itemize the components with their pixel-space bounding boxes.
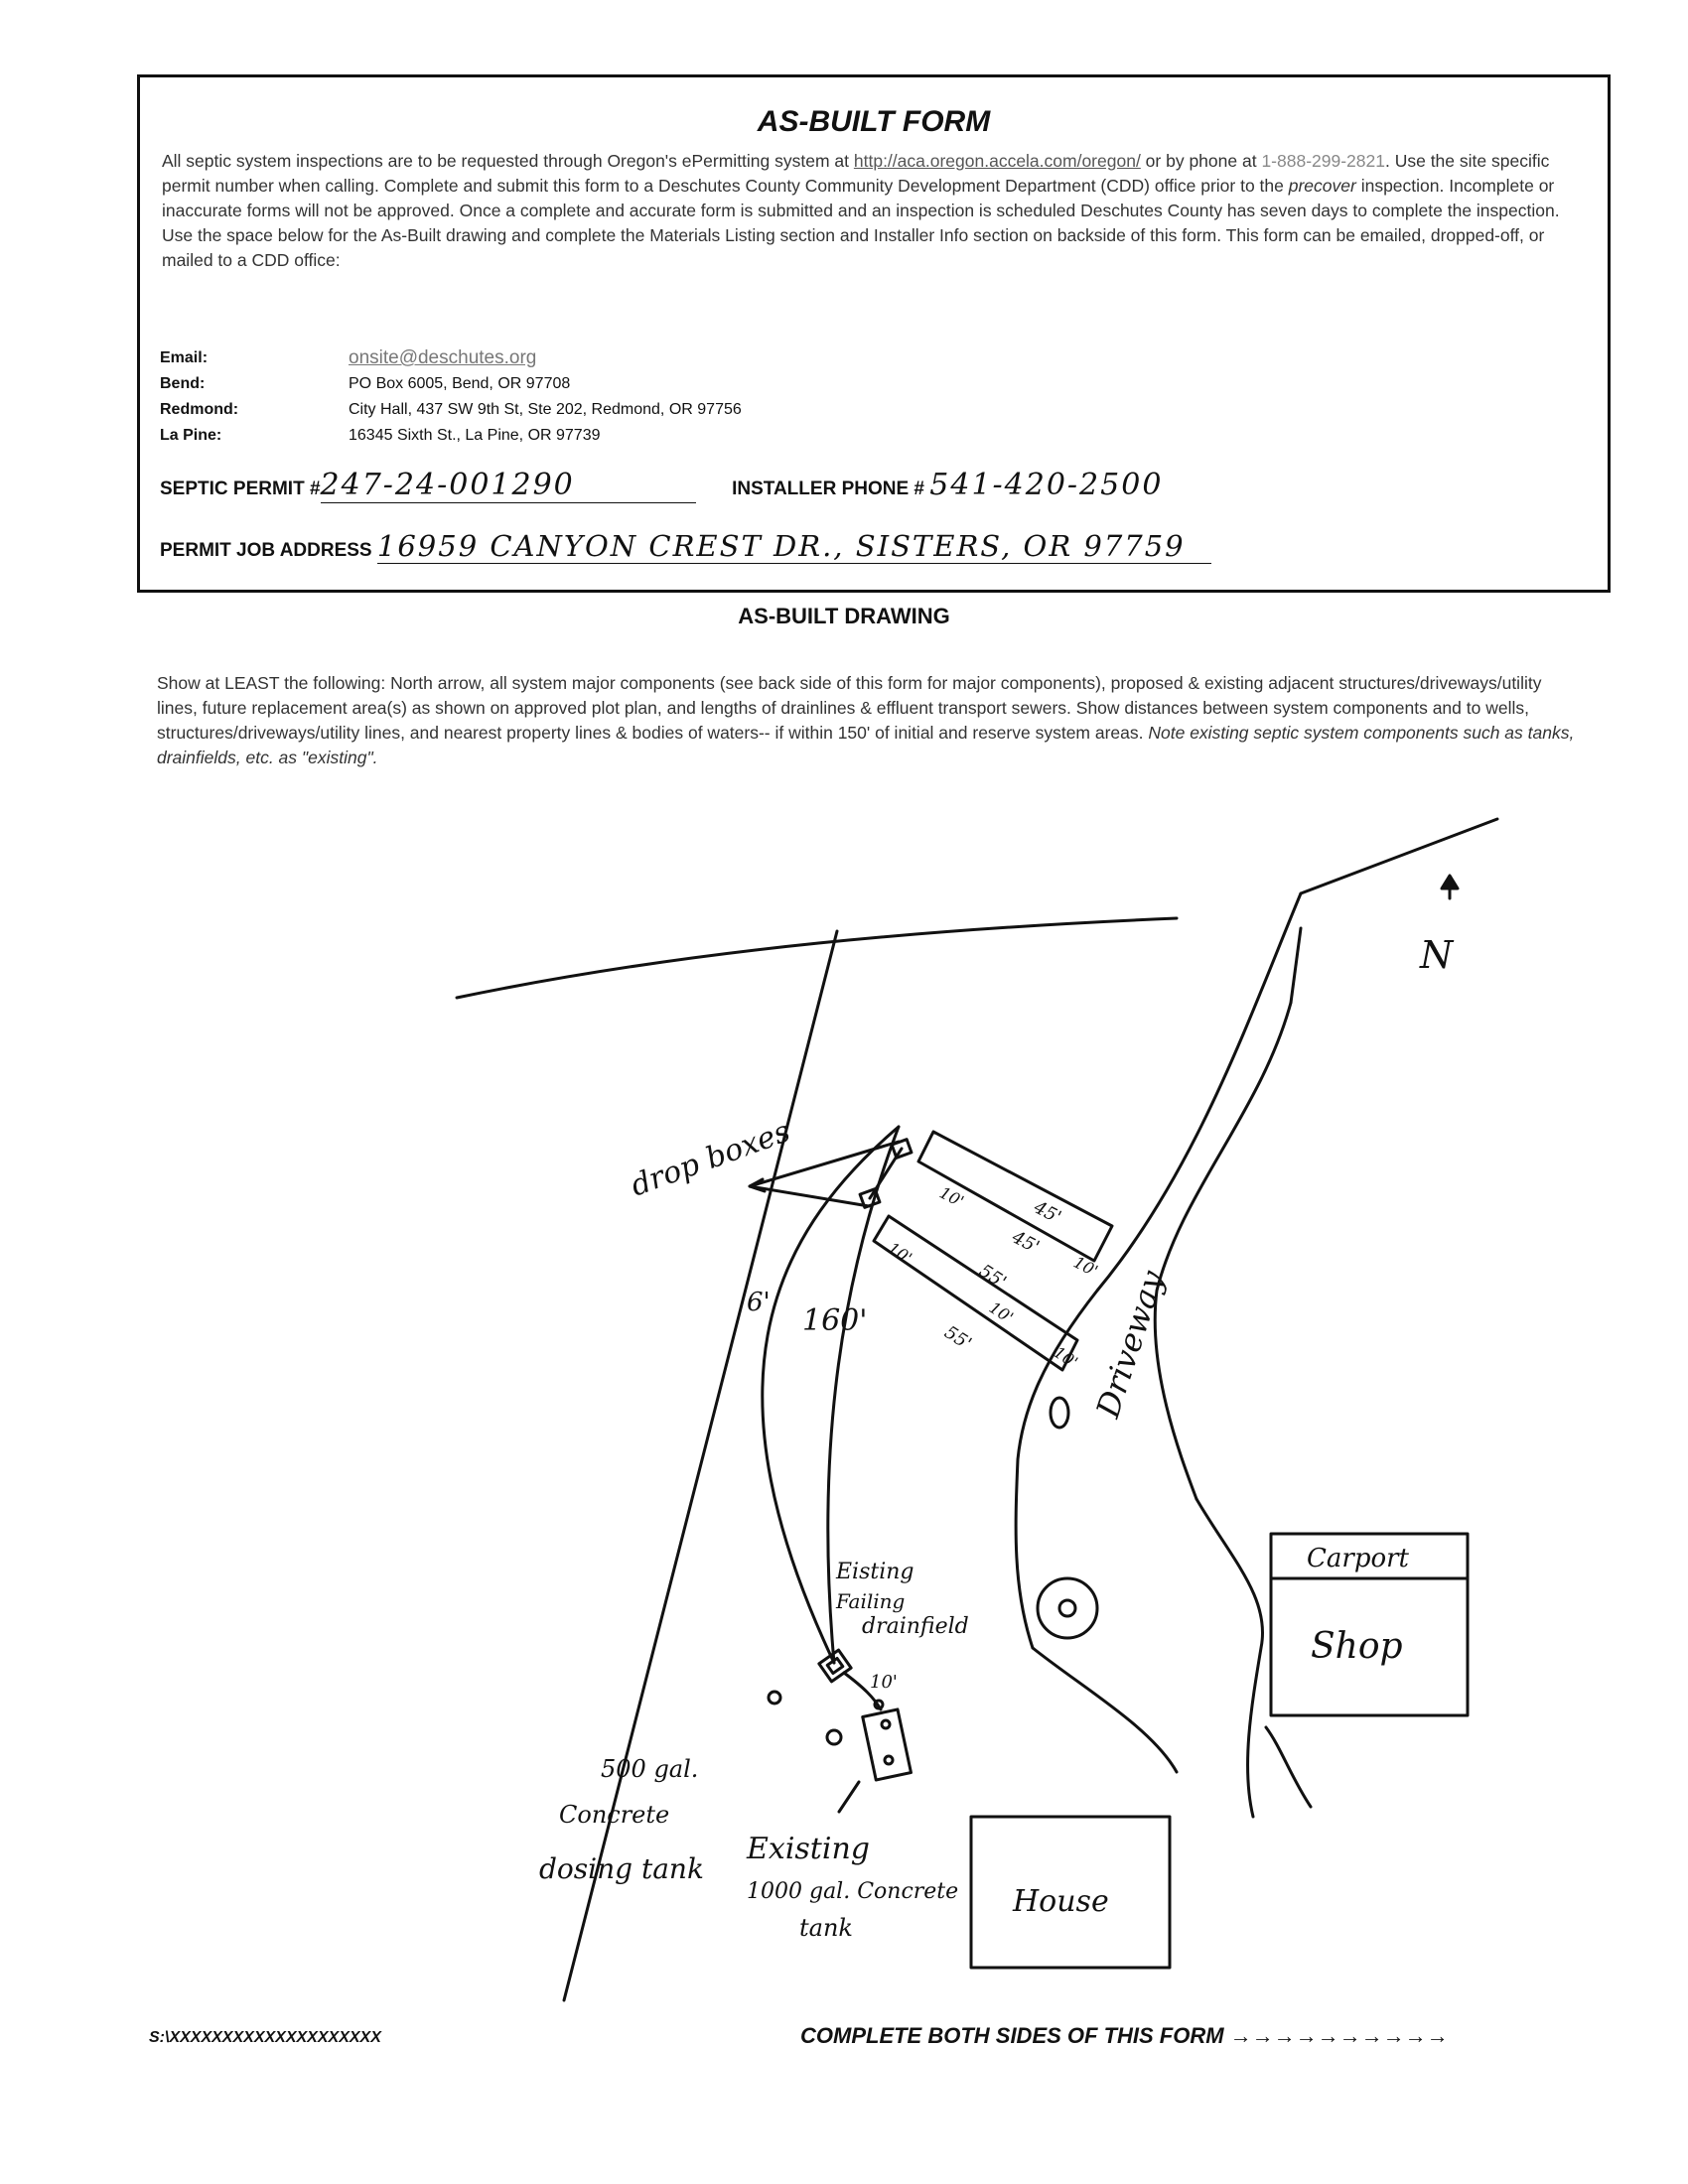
contact-list bbox=[160, 345, 742, 449]
existing-tank bbox=[863, 1709, 912, 1780]
trench-label-5: 10' bbox=[884, 1238, 915, 1268]
dosing-tank-inner bbox=[827, 1658, 843, 1673]
trench-label-4: 10' bbox=[1070, 1252, 1101, 1281]
property-line-north bbox=[457, 918, 1177, 998]
north-arrow-head bbox=[1442, 876, 1458, 888]
existing-tank-line-1: Existing bbox=[747, 1832, 870, 1866]
existing-tank-port-1 bbox=[882, 1720, 890, 1728]
shop-label: Shop bbox=[1311, 1626, 1403, 1667]
intro-precover: precover bbox=[1288, 176, 1356, 196]
lapine-address: 16345 Sixth St., La Pine, OR 97739 bbox=[349, 427, 601, 444]
job-address-row bbox=[160, 529, 1211, 564]
file-path: S:\XXXXXXXXXXXXXXXXXXXX bbox=[149, 2029, 381, 2046]
pointer-arrowhead bbox=[750, 1179, 765, 1191]
job-address-label: PERMIT JOB ADDRESS bbox=[160, 540, 372, 561]
intro-text-c: . Use the site specific permit number when calling. Complete and submit this form to a Deschutes County Community Development Department (CDD) office prior to the bbox=[162, 151, 1550, 196]
existing-tank-port-2 bbox=[885, 1756, 893, 1764]
road-edge-top bbox=[1301, 819, 1497, 893]
intro-text-a: All septic system inspections are to be requested through Oregon's ePermitting system at bbox=[162, 151, 854, 171]
driveway-connector bbox=[1291, 928, 1301, 1003]
existing-tank-pointer bbox=[839, 1782, 859, 1812]
existing-drainfield-line-1: Eisting bbox=[836, 1560, 914, 1584]
bend-label: Bend: bbox=[160, 375, 206, 392]
pipe-to-existing-tank bbox=[844, 1673, 881, 1709]
carport-label: Carport bbox=[1307, 1544, 1409, 1573]
distance-6-label: 6' bbox=[747, 1288, 771, 1317]
shop-building bbox=[1271, 1534, 1468, 1715]
epermitting-link[interactable]: http://aca.oregon.accela.com/oregon/ bbox=[853, 151, 1141, 171]
form-intro bbox=[162, 149, 1592, 273]
drop-box-connector bbox=[870, 1149, 902, 1198]
distance-160-label: 160' bbox=[802, 1303, 868, 1338]
effluent-line-east bbox=[828, 1127, 899, 1663]
installer-phone-label: INSTALLER PHONE # bbox=[732, 478, 924, 499]
trench-label-8: 55' bbox=[940, 1321, 976, 1355]
existing-tank-line-2: 1000 gal. Concrete bbox=[747, 1879, 959, 1904]
tree-marker-2-center bbox=[1059, 1600, 1075, 1616]
drive-lower-edge bbox=[1196, 1499, 1263, 1817]
north-label: N bbox=[1420, 933, 1454, 977]
driveway-east-edge bbox=[1155, 1003, 1291, 1499]
trench-label-2: 45' bbox=[1030, 1196, 1065, 1229]
email-link[interactable]: onsite@deschutes.org bbox=[349, 347, 537, 368]
house-label: House bbox=[1013, 1884, 1109, 1919]
permit-phone-row bbox=[160, 468, 1163, 503]
job-address-value: 16959 CANYON CREST DR., SISTERS, OR 97759 bbox=[376, 529, 1186, 563]
drive-to-house-edge bbox=[1033, 1648, 1177, 1772]
dosing-tank-line-1: 500 gal. bbox=[601, 1755, 699, 1783]
existing-tank-line-3: tank bbox=[799, 1914, 853, 1942]
email-label: Email: bbox=[160, 349, 209, 366]
intro-text-b: or by phone at bbox=[1140, 151, 1262, 171]
trench-label-3: 45' bbox=[1008, 1226, 1044, 1259]
existing-drainfield-line-3: drainfield bbox=[862, 1614, 969, 1639]
redmond-address: City Hall, 437 SW 9th St, Ste 202, Redmond, OR 97756 bbox=[349, 401, 742, 418]
tree-marker-1 bbox=[1051, 1398, 1068, 1428]
drive-right-edge bbox=[1266, 1727, 1311, 1807]
drawing-instructions bbox=[157, 671, 1587, 770]
property-line-west bbox=[564, 931, 837, 2000]
instructions-note: Note existing septic system components such as tanks, drainfields, etc. as "existing". bbox=[157, 723, 1575, 767]
drop-box-1 bbox=[892, 1140, 912, 1159]
trench-upper bbox=[918, 1132, 1112, 1261]
form-title: AS-BUILT FORM bbox=[757, 105, 991, 138]
trench-label-6: 55' bbox=[975, 1260, 1011, 1294]
drawing-section-title: AS-BUILT DRAWING bbox=[738, 604, 950, 628]
tree-marker-3 bbox=[769, 1692, 780, 1704]
installer-phone-value: 541-420-2500 bbox=[929, 468, 1164, 502]
trench-label-1: 10' bbox=[936, 1182, 967, 1211]
complete-both-sides: COMPLETE BOTH SIDES OF THIS FORM →→→→→→→→→→ bbox=[800, 2023, 1449, 2048]
trench-label-7: 10' bbox=[985, 1297, 1017, 1327]
septic-permit-value: 247-24-001290 bbox=[320, 468, 575, 502]
drop-boxes-pointer bbox=[750, 1142, 899, 1206]
instructions-text: Show at LEAST the following: North arrow, all system major components (see back side of this form for major components), proposed & existing adjacent structures/driveways/utility lines, future replacement area(s) as shown on approved plot plan, and lengths of drainlines & effluent transport sewers. Show distances between system components and to wells, structures/driveways/utility lines, and nearest property lines & bodies of waters-- if within 150' of initial and reserve system areas. bbox=[157, 673, 1542, 743]
pipe-node bbox=[875, 1701, 883, 1708]
dosing-tank bbox=[819, 1650, 851, 1682]
driveway-west-edge bbox=[1016, 893, 1301, 1648]
dosing-tank-line-3: dosing tank bbox=[539, 1852, 704, 1885]
redmond-label: Redmond: bbox=[160, 401, 239, 418]
house-building bbox=[971, 1817, 1170, 1968]
lapine-label: La Pine: bbox=[160, 427, 222, 444]
intro-text-d: inspection. Incomplete or inaccurate forms will not be approved. Once a complete and accurate form is submitted and an inspection is scheduled Deschutes County has seven days to complete the inspection. Use the space below for the As-Built drawing and complete the Materials Listing section and Installer Info section on backside of this form. This form can be emailed, dropped-off, or mailed to a CDD office: bbox=[162, 176, 1560, 270]
driveway-label: Driveway bbox=[1088, 1266, 1172, 1423]
tree-marker-2 bbox=[1038, 1578, 1097, 1638]
drop-boxes-label: drop boxes bbox=[626, 1114, 795, 1204]
trench-lower bbox=[874, 1216, 1077, 1370]
trench-label-9: 10' bbox=[1050, 1342, 1081, 1372]
septic-permit-label: SEPTIC PERMIT # bbox=[160, 478, 321, 499]
tree-marker-4 bbox=[827, 1730, 841, 1744]
dosing-tank-line-2: Concrete bbox=[559, 1801, 670, 1829]
as-built-form-header bbox=[137, 74, 1611, 593]
pipe-10-label: 10' bbox=[870, 1672, 898, 1693]
effluent-line-west bbox=[763, 1127, 899, 1663]
intro-phone: 1-888-299-2821 bbox=[1261, 151, 1385, 171]
bend-address: PO Box 6005, Bend, OR 97708 bbox=[349, 375, 571, 392]
existing-drainfield-line-2: Failing bbox=[836, 1589, 906, 1613]
drop-box-2 bbox=[860, 1189, 880, 1208]
